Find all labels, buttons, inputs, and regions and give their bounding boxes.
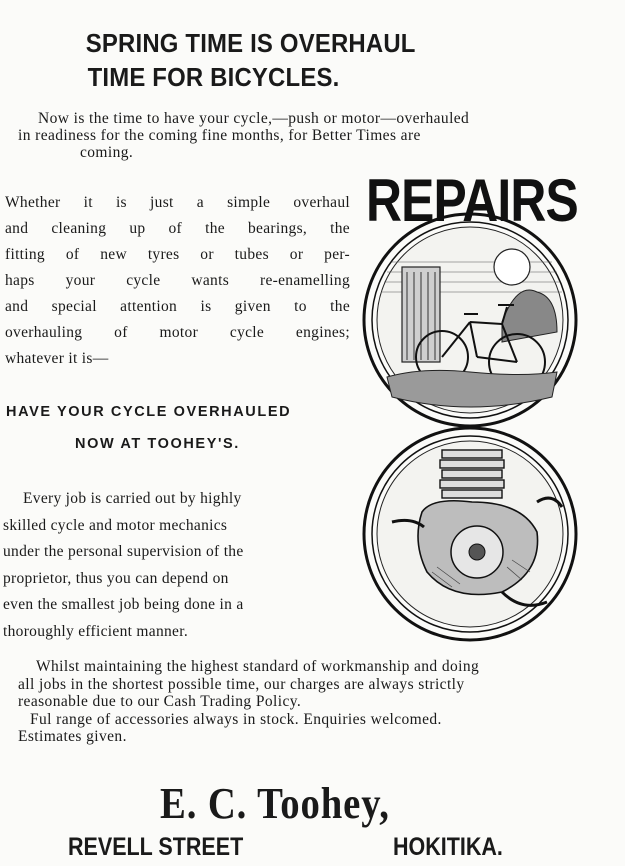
mechanics-line: under the personal supervision of the	[3, 543, 244, 560]
intro-line-2: in readiness for the coming fine months, for Better Times are	[18, 127, 421, 144]
intro-paragraph	[18, 110, 618, 161]
overhaul-line: whatever it is—	[5, 350, 109, 367]
proprietor-name: E. C. Toohey,	[160, 779, 390, 828]
mechanics-line: Every job is carried out by highly	[23, 490, 242, 507]
mechanics-line: proprietor, thus you can depend on	[3, 569, 229, 587]
headline-line-2: TIME FOR BICYCLES.	[87, 62, 340, 92]
headline-line-1: SPRING TIME IS OVERHAUL	[85, 28, 416, 58]
mechanics-line: thoroughly efficient manner.	[3, 622, 189, 640]
repairs-illustration	[352, 172, 592, 667]
engine-wheel-icon	[364, 428, 576, 640]
mechanics-line: even the smallest job being done in a	[3, 596, 244, 613]
callout-line-1: HAVE YOUR CYCLE OVERHAULED	[6, 404, 292, 420]
overhaul-line: fitting of new tyres or tubes or per-	[5, 246, 350, 263]
policy-line-2: all jobs in the shortest possible time, our charges are always strictly	[18, 675, 465, 693]
bicycle-wheel-icon	[364, 214, 576, 426]
policy-paragraph	[18, 658, 618, 746]
street-address: REVELL STREET	[68, 833, 244, 861]
policy-line-5: Estimates given.	[18, 728, 127, 745]
headline	[60, 26, 446, 94]
overhaul-line: and special attention is given to the	[5, 298, 350, 315]
overhaul-paragraph	[5, 190, 350, 372]
overhaul-line: and cleaning up of the bearings, the	[5, 220, 350, 237]
intro-line-3: coming.	[80, 144, 134, 161]
town-name: HOKITIKA.	[393, 833, 503, 861]
policy-line-4: Ful range of accessories always in stock. Enquiries welcomed.	[30, 710, 442, 728]
mechanics-line: skilled cycle and motor mechanics	[3, 516, 228, 534]
repairs-heading: REPAIRS	[366, 167, 578, 234]
policy-line-3: reasonable due to our Cash Trading Policy.	[18, 693, 302, 710]
policy-line-1: Whilst maintaining the highest standard of workmanship and doing	[36, 658, 480, 675]
callout	[6, 396, 351, 460]
overhaul-line: overhauling of motor cycle engines;	[5, 324, 350, 341]
overhaul-line: haps your cycle wants re-enamelling	[5, 272, 350, 289]
intro-line-1: Now is the time to have your cycle,—push or motor—overhauled	[38, 110, 470, 127]
overhaul-line: Whether it is just a simple overhaul	[5, 194, 350, 211]
mechanics-paragraph	[3, 486, 343, 645]
callout-line-2: NOW AT TOOHEY'S.	[75, 436, 240, 452]
